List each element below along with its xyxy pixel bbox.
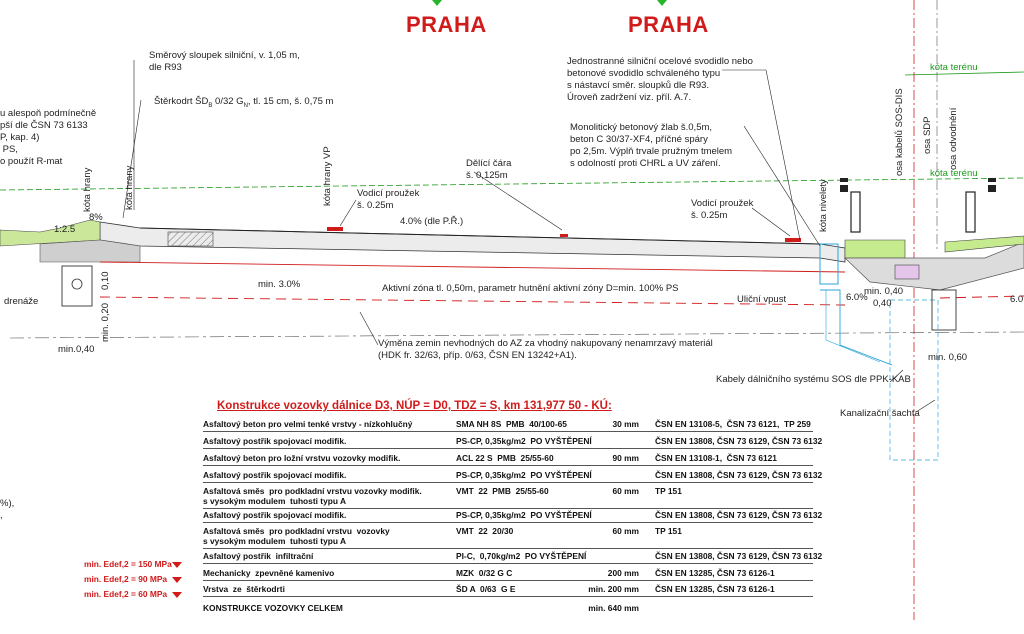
edef-label: min. Edef,2 = 60 MPa [84,589,168,599]
guardrail-post [851,192,860,232]
row-divider [203,431,813,432]
label-kota-nivelety: kóta nivelety [818,179,829,232]
layer-thickness: 90 mm [612,453,639,463]
layer-name: Asfaltový postřik spojovací modifik. [203,436,347,446]
layer-standard: ČSN EN 13808, ČSN 73 6129, ČSN 73 6132 [655,436,823,446]
layer-material: ŠD A 0/63 G E [456,584,516,594]
layer-thickness: 30 mm [612,419,639,429]
row-divider [203,465,813,466]
note-aktivni-zona: Aktivní zóna tl. 0,50m, parametr hutnění aktivní zóny D=min. 100% PS [382,283,679,294]
note-kanalizacni-sachta: Kanalizační šachta [840,408,920,419]
layer-standard: ČSN EN 13808, ČSN 73 6129, ČSN 73 6132 [655,551,823,561]
row-divider [203,522,813,523]
label-slope-125: 1:2.5 [54,224,76,235]
label-slope-6-right: 6.0 [1010,294,1024,305]
subgrade-line [100,262,845,272]
note-kabely-sos: Kabely dálničního systému SOS dle PPK-KAB [716,374,911,385]
row-divider [203,482,813,483]
edef-arrow-icon [172,577,182,583]
hatched-base [168,232,213,246]
layer-material: PS-CP, 0,35kg/m2 PO VYŠTĚPENÍ [456,436,592,446]
label-kota-hrany-vp: kóta hrany VP [322,146,333,206]
label-slope-8: 8% [89,212,103,223]
layer-material: ACL 22 S PMB 25/55-60 [456,453,554,463]
label-drenaze: drenáže [4,296,39,307]
label-slope-3: min. 3.0% [258,279,301,290]
layer-material: VMT 22 20/30 [456,526,514,536]
layer-material: MZK 0/32 G C [456,568,513,578]
median-box [895,265,919,279]
terrain-line [0,178,1024,190]
row-divider [203,448,813,449]
layer-thickness: 60 mm [612,486,639,496]
leader-line [752,208,790,236]
direction-arrow [432,0,442,6]
label-ulicni-vpust: Uliční vpust [737,294,787,305]
layer-standard: ČSN EN 13285, ČSN 73 6126-1 [655,568,775,578]
leader-line [744,126,820,246]
label-kota-hrany-2: kóta hrany [124,165,135,210]
label-slope-4: 4.0% (dle P.Ř.) [400,216,464,227]
label-kota-terenu-1: kóta terénu [930,62,978,73]
layer-name: Asfaltový beton pro ložní vrstvu vozovky modifik. [203,453,401,463]
layer-name: Asfaltový postřik spojovací modifik. [203,470,347,480]
label-040-right: 0,40 [873,298,892,309]
edef-arrow-icon [172,562,182,568]
note-vodici-prouzek-right: Vodicí proužek š. 0.25m [691,198,754,221]
note-vodici-prouzek-left: Vodicí proužek š. 0.25m [357,188,420,211]
note-delici-cara: Dělící čára š. 0,125m [466,158,512,181]
direction-label-right: PRAHA [628,12,709,37]
layer-standard: ČSN EN 13108-1, ČSN 73 6121 [655,453,777,463]
edef-label: min. Edef,2 = 150 MPa [84,559,172,569]
label-min060: min. 0,60 [928,352,968,363]
direction-arrow [657,0,667,6]
layer-name: Asfaltový postřik spojovací modifik. [203,510,347,520]
label-010: 0,10 [100,271,111,290]
layer-material: PI-C, 0,70kg/m2 PO VYŠTĚPENÍ [456,551,587,561]
road-stud [327,227,343,231]
pavement-structure-table [203,396,1024,632]
row-divider [203,548,813,549]
note-left-bottom: %), , [0,498,15,521]
layer-thickness: 60 mm [612,526,639,536]
layer-material: VMT 22 PMB 25/55-60 [456,486,549,496]
active-zone-line [100,297,845,305]
label-min020: min. 0,20 [100,302,111,342]
road-stud [785,238,801,242]
layer-thickness: 200 mm [607,568,639,578]
post-band [988,182,996,185]
label-kota-terenu-2: kóta terénu [930,168,978,179]
label-osa-odvodneni: osa odvodnění [948,107,959,170]
drain-trench [62,266,92,306]
row-divider [203,508,813,509]
note-left-partial: u alespoň podmínečně pší dle ČSN 73 6133 P, kap. 4) PS, o použít R-mat [0,108,97,167]
note-vymena-zemin: Výměna zemin nevhodných do AZ za vhodný nakupovaný nenamrzavý materiál (HDK fr. 32/63, příp. 0/63, ČSN EN 13242+A1). [378,338,713,361]
guardrail-post [966,192,975,232]
layer-standard: ČSN EN 13285, ČSN 73 6126-1 [655,584,775,594]
layer-standard: TP 151 [655,486,682,496]
layer-material: PS-CP, 0,35kg/m2 PO VYŠTĚPENÍ [456,510,592,520]
note-smerovy-sloupek: Směrový sloupek silniční, v. 1,05 m, dle R93 [149,50,300,73]
layer-name: Asfaltová směs pro podkladní vrstvu vozovky modifik. s vysokým modulem tuhosti typu A [203,486,422,506]
layer-name: Asfaltový beton pro velmi tenké vrstvy - nízkohlučný [203,419,413,429]
edef-arrow-icon [172,592,182,598]
table-title: Konstrukce vozovky dálnice D3, NÚP = D0, TDZ = S, km 131,977 50 - KÚ: [217,400,612,412]
row-divider [203,563,813,564]
direction-label-left: PRAHA [406,12,487,37]
note-sterkodrt: Štěrkodrt $ŠD_B$ 0/32 $G_N$, tl. 15 cm, š. 0,75 m [154,96,334,109]
cable-trench [932,290,956,330]
layer-standard: ČSN EN 13808, ČSN 73 6129, ČSN 73 6132 [655,470,823,480]
layer-name: Asfaltový postřik infiltrační [203,551,314,561]
median-grass [845,240,905,258]
label-min040-right: min. 0,40 [864,286,904,297]
leader-line [340,200,356,226]
layer-material: PS-CP, 0,35kg/m2 PO VYŠTĚPENÍ [456,470,592,480]
note-zlab: Monolitický betonový žlab š.0,5m, beton C 30/37-XF4, příčné spáry po 2,5m. Výplň trvale pružným tmelem s odolností proti CHRL a UV záření. [570,122,733,169]
row-divider [203,596,813,597]
layer-name: Vrstva ze štěrkodrti [203,584,285,594]
label-slope-6-left: 6.0% [846,292,868,303]
layer-material: SMA NH 8S PMB 40/100-65 [456,419,567,429]
note-svodidlo: Jednostranné silniční ocelové svodidlo nebo betonové svodidlo schváleného typu s nástavcí směr. sloupků dle R93. Úroveň zadržení viz. příl. A.7. [567,56,753,103]
edef-label: min. Edef,2 = 90 MPa [84,574,168,584]
layer-standard: ČSN EN 13108-5, ČSN 73 6121, TP 259 [655,419,811,429]
table-total-label: KONSTRUKCE VOZOVKY CELKEM [203,603,343,613]
drain-pipe [72,279,82,289]
label-osa-sdp: osa SDP [922,116,933,154]
layer-standard: ČSN EN 13808, ČSN 73 6129, ČSN 73 6132 [655,510,823,520]
road-stud [560,234,568,237]
table-total-thickness: min. 640 mm [588,603,639,613]
layer-name: Asfaltová směs pro podkladní vrstvu vozovky s vysokým modulem tuhosti typu A [203,526,390,546]
layer-name: Mechanicky zpevněné kamenivo [203,568,335,578]
layer-standard: TP 151 [655,526,682,536]
label-kota-hrany-1: kóta hrany [82,167,93,212]
label-min040-left: min.0,40 [58,344,95,355]
leader-line [360,312,378,345]
post-band [840,182,848,185]
row-divider [203,580,813,581]
layer-thickness: min. 200 mm [588,584,639,594]
label-osa-kabelu: osa kabelů SOS-DIS [894,88,905,176]
